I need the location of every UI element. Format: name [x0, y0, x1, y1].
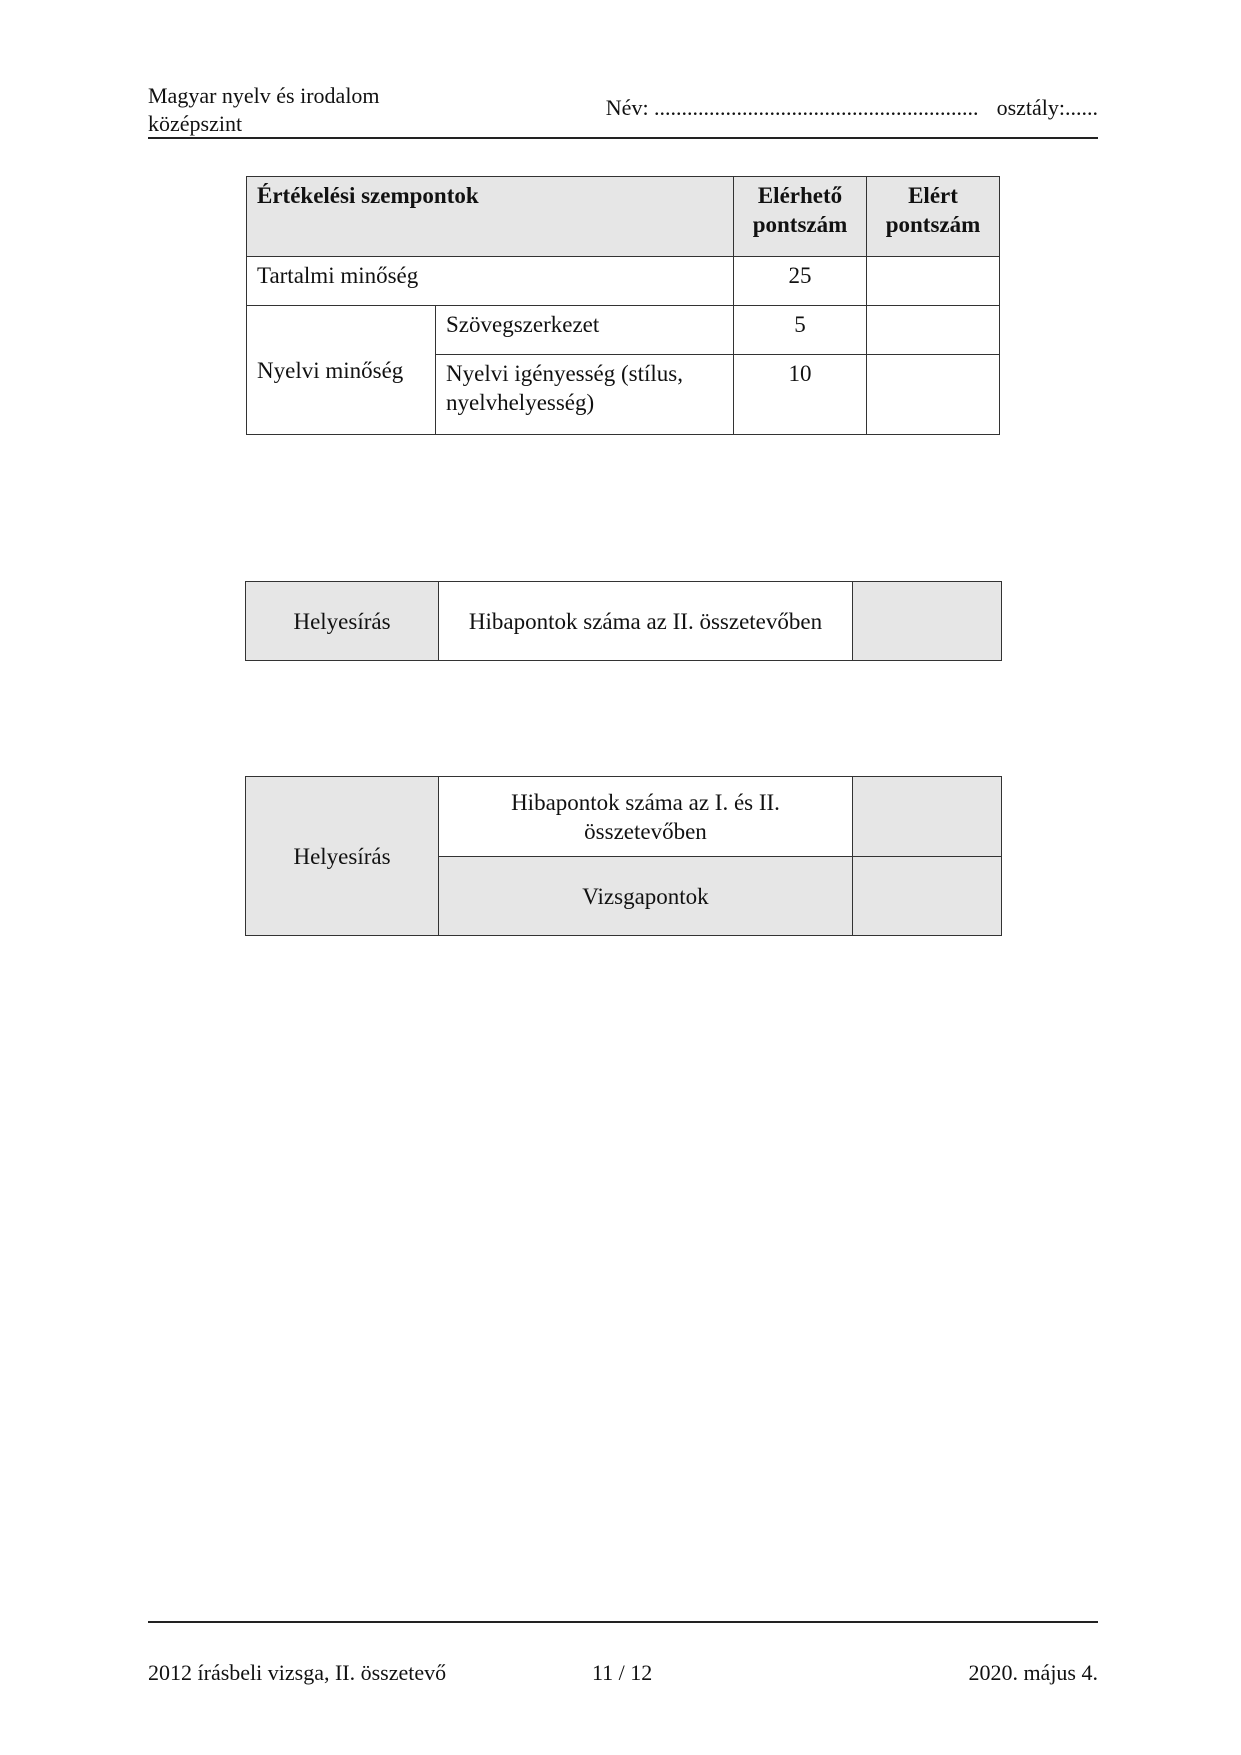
text-structure-max: 5 [734, 306, 867, 355]
evaluation-table [246, 176, 1000, 435]
language-quality-label: Nyelvi minőség [247, 306, 436, 435]
error-points-total-label: Hibapontok száma az I. és II. összetevőben [439, 777, 853, 857]
spelling-label: Helyesírás [246, 582, 439, 661]
footer-rule [148, 1621, 1098, 1623]
language-style-label: Nyelvi igényesség (stílus, nyelvhelyesség) [436, 355, 734, 435]
max-points-header: Elérhető pontszám [734, 177, 867, 257]
header-right [606, 94, 1098, 122]
level-label: középszint [148, 111, 243, 136]
error-points-part2-value[interactable] [853, 582, 1002, 661]
content-quality-label: Tartalmi minőség [247, 257, 734, 306]
language-style-max: 10 [734, 355, 867, 435]
error-points-part2-label: Hibapontok száma az II. összetevőben [439, 582, 853, 661]
footer-exam-label: 2012 írásbeli vizsga, II. összetevő [148, 1660, 447, 1685]
exam-points-value[interactable] [853, 857, 1002, 936]
language-style-achieved[interactable] [867, 355, 1000, 435]
criteria-header: Értékelési szempontok [247, 177, 734, 257]
name-field-label: Név: ........................................................... [605, 95, 979, 120]
spelling-table-part2 [245, 581, 1002, 661]
page-number: 11 / 12 [592, 1660, 653, 1685]
achieved-points-header: Elért pontszám [867, 177, 1000, 257]
subject-title: Magyar nyelv és irodalom [148, 83, 380, 108]
header-rule [148, 137, 1098, 139]
content-quality-max: 25 [734, 257, 867, 306]
spelling-label: Helyesírás [246, 777, 439, 936]
text-structure-achieved[interactable] [867, 306, 1000, 355]
spelling-table-total [245, 776, 1002, 936]
class-field-label: osztály:...... [996, 95, 1098, 120]
footer-date: 2020. május 4. [968, 1660, 1098, 1685]
text-structure-label: Szövegszerkezet [436, 306, 734, 355]
error-points-total-value[interactable] [853, 777, 1002, 857]
header-left [148, 82, 380, 138]
content-quality-achieved[interactable] [867, 257, 1000, 306]
exam-points-label: Vizsgapontok [439, 857, 853, 936]
